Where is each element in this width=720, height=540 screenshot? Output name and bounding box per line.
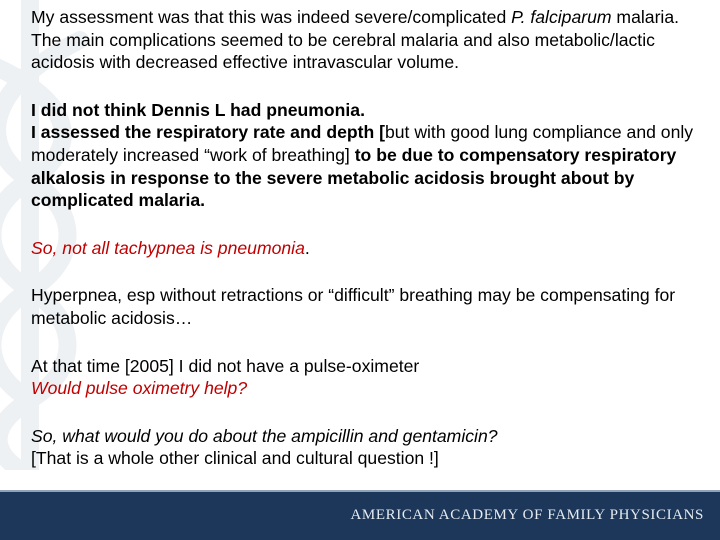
pneumonia-statement: I did not think Dennis L had pneumonia. bbox=[31, 99, 365, 120]
antibiotics-question: So, what would you do about the ampicillin and gentamicin? bbox=[31, 425, 498, 446]
assessment-paragraph bbox=[31, 6, 711, 74]
footer-divider bbox=[0, 490, 720, 492]
oximeter-statement: At that time [2005] I did not have a pulse-oximeter bbox=[31, 355, 420, 376]
tachypnea-line bbox=[31, 237, 711, 260]
assessment-text-1: My assessment was that this was indeed severe/complicated bbox=[31, 7, 512, 27]
antibiotics-paragraph bbox=[31, 425, 711, 470]
oximetry-question: Would pulse oximetry help? bbox=[31, 378, 248, 399]
slide-body bbox=[31, 6, 711, 470]
cultural-question-note: [That is a whole other clinical and cultural question !] bbox=[31, 448, 439, 469]
oximeter-paragraph bbox=[31, 355, 711, 400]
hyperpnea-paragraph: Hyperpnea, esp without retractions or “difficult” breathing may be compensating for metabolic acidosis… bbox=[31, 285, 676, 328]
pneumonia-paragraph bbox=[31, 99, 711, 212]
tachypnea-period: . bbox=[304, 237, 310, 258]
assessment-text-2: malaria. The main complications seemed to be cerebral malaria and also metabolic/lactic acidosis with decreased effective intravascular volume. bbox=[31, 7, 680, 73]
respiratory-text-1: I assessed the respiratory rate and depth [ bbox=[31, 122, 385, 143]
footer-bar bbox=[0, 490, 720, 540]
tachypnea-statement: So, not all tachypnea is pneumonia bbox=[31, 237, 305, 258]
respiratory-text-3: to be due to compensatory respiratory alkalosis in response to the severe metabolic acidosis brought about by complicated malaria. bbox=[31, 144, 677, 211]
species-name: P. falciparum bbox=[511, 7, 612, 27]
organization-name: AMERICAN ACADEMY OF FAMILY PHYSICIANS bbox=[350, 507, 704, 523]
respiratory-text-2: but with good lung compliance and only moderately increased “work of breathing] bbox=[31, 122, 694, 165]
